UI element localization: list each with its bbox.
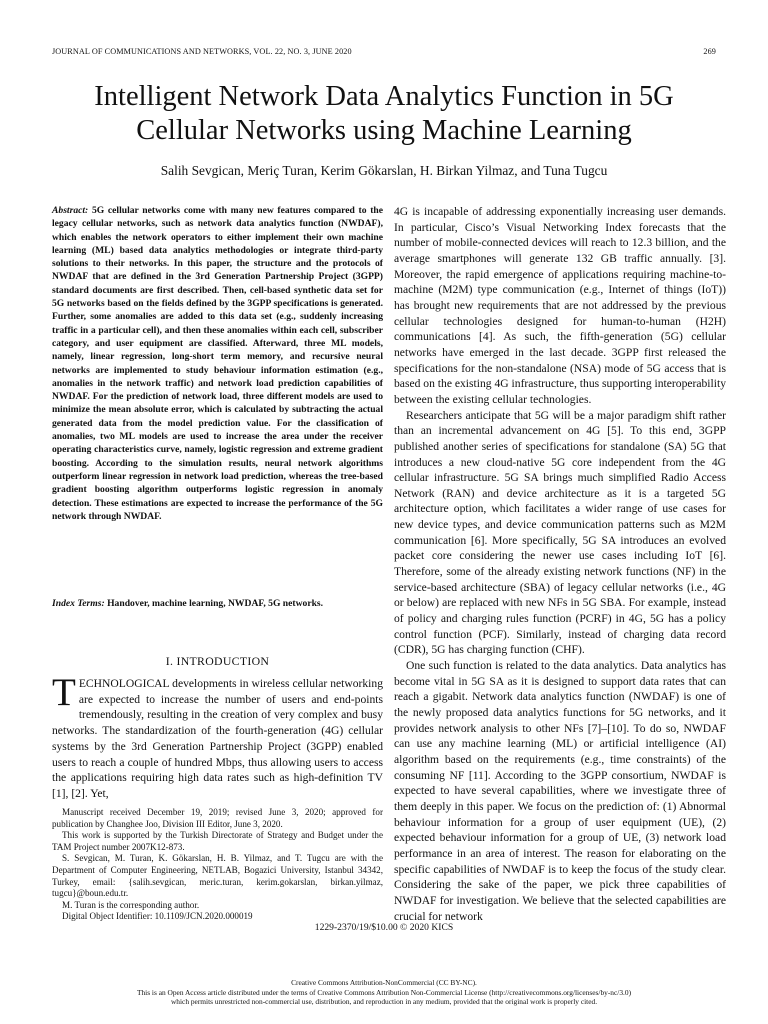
title-line-1: Intelligent Network Data Analytics Function in 5G — [94, 81, 674, 112]
author-list: Salih Sevgican, Meriç Turan, Kerim Gökarslan, H. Birkan Yilmaz, and Tuna Tugcu — [160, 163, 608, 178]
drop-cap: T — [52, 671, 76, 714]
left-column — [52, 204, 383, 523]
index-terms — [52, 597, 383, 610]
body-paragraph: One such function is related to the data analytics. Data analytics has become vital in 5G SA as it is designed to support data rates that can reach a gigabit. Network data analytics function (NWDAF) is one of the newly proposed data analytics functions for 5G networks, and it provides network analysis to other NFs [7]–[10]. To do so, NWDAF can use any machine learning (ML) or artificial intelligence (AI) algorithm based on the requirements (e.g., time constraints) of the consuming NF [11]. According to the 3GPP consortium, NWDAF is expected to have several capabilities, where we investigate three of them deeply in this paper. We focus on the prediction of: (1) Abnormal behaviour information for a group of user equipment (UE), (2) expected behaviour information for a group of UE, (3) network load performance in an area of interest. The reason for elaborating on the specific capabilities of NWDAF is to keep the focus of the study clear. Considering the sake of the paper, we pick three capabilities of NWDAF for investigation. We believe that the selected capabilities are crucial for network — [394, 659, 726, 923]
index-terms-text: Handover, machine learning, NWDAF, 5G networks. — [107, 598, 324, 609]
footnotes — [52, 807, 383, 923]
body-paragraph: 4G is incapable of addressing exponentially increasing user demands. In particular, Cisco’s Visual Networking Index forecasts that the number of mobile-connected devices will reach to 12.3 billion, and the average smartphones will generate 132 GB traffic annually. [3]. Moreover, the rapid emergence of applications requiring machine-to-machine (M2M) type communication (e.g., Internet of things (IoT)) has brought new requirements that are not addressed by the previous cellular technologies designed for human-to-human (H2H) communications [4]. As such, the fifth-generation (5G) cellular networks have emerged in the last decade. 3GPP first released the specifications for the non-standalone (NSA) mode of 5G access that is based on the existing 4G infrastructure, thus supporting interoperability between the existing cellular technologies. — [394, 205, 726, 406]
footnote-manuscript: Manuscript received December 19, 2019; revised June 3, 2020; approved for publication by Changhee Joo, Division III Editor, June 3, 2020. — [52, 807, 383, 829]
license-line-1: Creative Commons Attribution-NonCommercial (CC BY-NC). — [291, 978, 477, 987]
footnote-affiliation: S. Sevgican, M. Turan, K. Gökarslan, H. B. Yilmaz, and T. Tugcu are with the Department of Computer Engineering, NETLAB, Bogazici University, Istanbul 34342, Turkey, email: {salih.sevgican, meric.turan, kerim.gokarslan, birkan.yilmaz, tugcu}@boun.edu.tr. — [52, 853, 383, 899]
footnote-doi: Digital Object Identifier: 10.1109/JCN.2020.000019 — [62, 911, 253, 922]
index-terms-label: Index Terms: — [52, 598, 105, 609]
page-number: 269 — [703, 47, 716, 56]
journal-name: JOURNAL OF COMMUNICATIONS AND NETWORKS, VOL. 22, NO. 3, JUNE 2020 — [52, 47, 352, 56]
title-line-2: Cellular Networks using Machine Learning — [136, 115, 632, 146]
license-line-2: This is an Open Access article distributed under the terms of Creative Commons Attribution Non-Commercial License (http://creativecommons.org/licenses/by-nc/3.0) — [136, 987, 632, 997]
license-notice — [20, 978, 748, 1007]
abstract-text: 5G cellular networks come with many new features compared to the legacy cellular networks, such as network data analytics function (NWDAF), which enables the network operators to either implement their own machine learning (ML) based data analytics methodologies or integrate third-party solutions to their networks. In this paper, the structure and the protocols of NWDAF that are defined in the 3rd Generation Partnership Project (3GPP) standard documents are first described. Then, cell-based synthetic data set for 5G networks based on the fields defined by the 3GPP specifications is generated. Further, some anomalies are added to this data set (e.g., suddenly increasing traffic in a particular cell), and then these anomalies within each cell, subscriber category, and user equipment are classified. Afterward, three ML models, namely, linear regression, long-short term memory, and recursive neural networks are implemented to study behaviour information estimation (e.g., anomalies in the network traffic) and network load prediction capabilities of NWDAF. For the prediction of network load, three different models are used to minimize the mean absolute error, which is calculated by subtracting the actual generated data from the model prediction value. For the classification of anomalies, two ML models are used to increase the area under the receiver operating characteristics curve, namely, logistic regression and extreme gradient boosting. According to the simulation results, neural network algorithms outperform linear regression in network load prediction, whereas the tree-based gradient boosting algorithm outperforms logistic regression in anomaly detection. These estimations are expected to increase the performance of the 5G network through NWDAF. — [52, 205, 383, 522]
right-column — [394, 204, 726, 924]
section-heading: I. INTRODUCTION — [165, 654, 270, 668]
footnote-corresponding: M. Turan is the corresponding author. — [62, 899, 200, 910]
abstract — [52, 204, 383, 523]
introduction-text: ECHNOLOGICAL developments in wireless cellular networking are expected to increase the number of users and end-points tremendously, resulting in the creation of very complex and busy networks. The standardization of the fourth-generation (4G) cellular systems by the 3rd Generation Partnership Project (3GPP) enabled users to reach a couple of hundred Mbps, thus allowing users to access the applications requiring high data rates such as high-definition TV [1], [2]. Yet, — [52, 677, 383, 800]
license-line-3: which permits unrestricted non-commercial use, distribution, and reproduction in any medium, provided that the original work is properly cited. — [170, 997, 598, 1007]
body-paragraph: Researchers anticipate that 5G will be a major paradigm shift rather than an incremental advancement on 4G [5]. To this end, 3GPP published another series of specifications for standalone (SA) 5G that introduces a new cloud-native 5G core independent from the 4G cellular infrastructure. 5G SA brings much simplified Radio Access Network (RAN) and device architecture as it is a targeted 5G architecture option, which facilitates a wider range of use cases for new device types, and device communication patterns such as M2M communication [6]. More specifically, 5G SA introduces an evolved packet core considering the newer use cases including IoT [6]. Therefore, some of the already existing network functions (NF) in the service-based architecture (SBA) of legacy cellular networks (i.e., 4G or below) are replaced with new NFs in 5G SBA. For example, instead of policy and charging rules function (PCRF) in 4G, 5G has a policy control function (PCF). Similarly, instead of charging data record (CDR), 5G has charging function (CHF). — [394, 408, 726, 657]
abstract-label: Abstract: — [52, 205, 89, 216]
paper-title — [40, 80, 728, 148]
running-head — [52, 47, 716, 59]
introduction-paragraph — [52, 671, 383, 802]
copyright-line: 1229-2370/19/$10.00 © 2020 KICS — [314, 922, 454, 933]
footnote-funding: This work is supported by the Turkish Directorate of Strategy and Budget under the TAM Project number 2007K12-873. — [52, 830, 383, 852]
